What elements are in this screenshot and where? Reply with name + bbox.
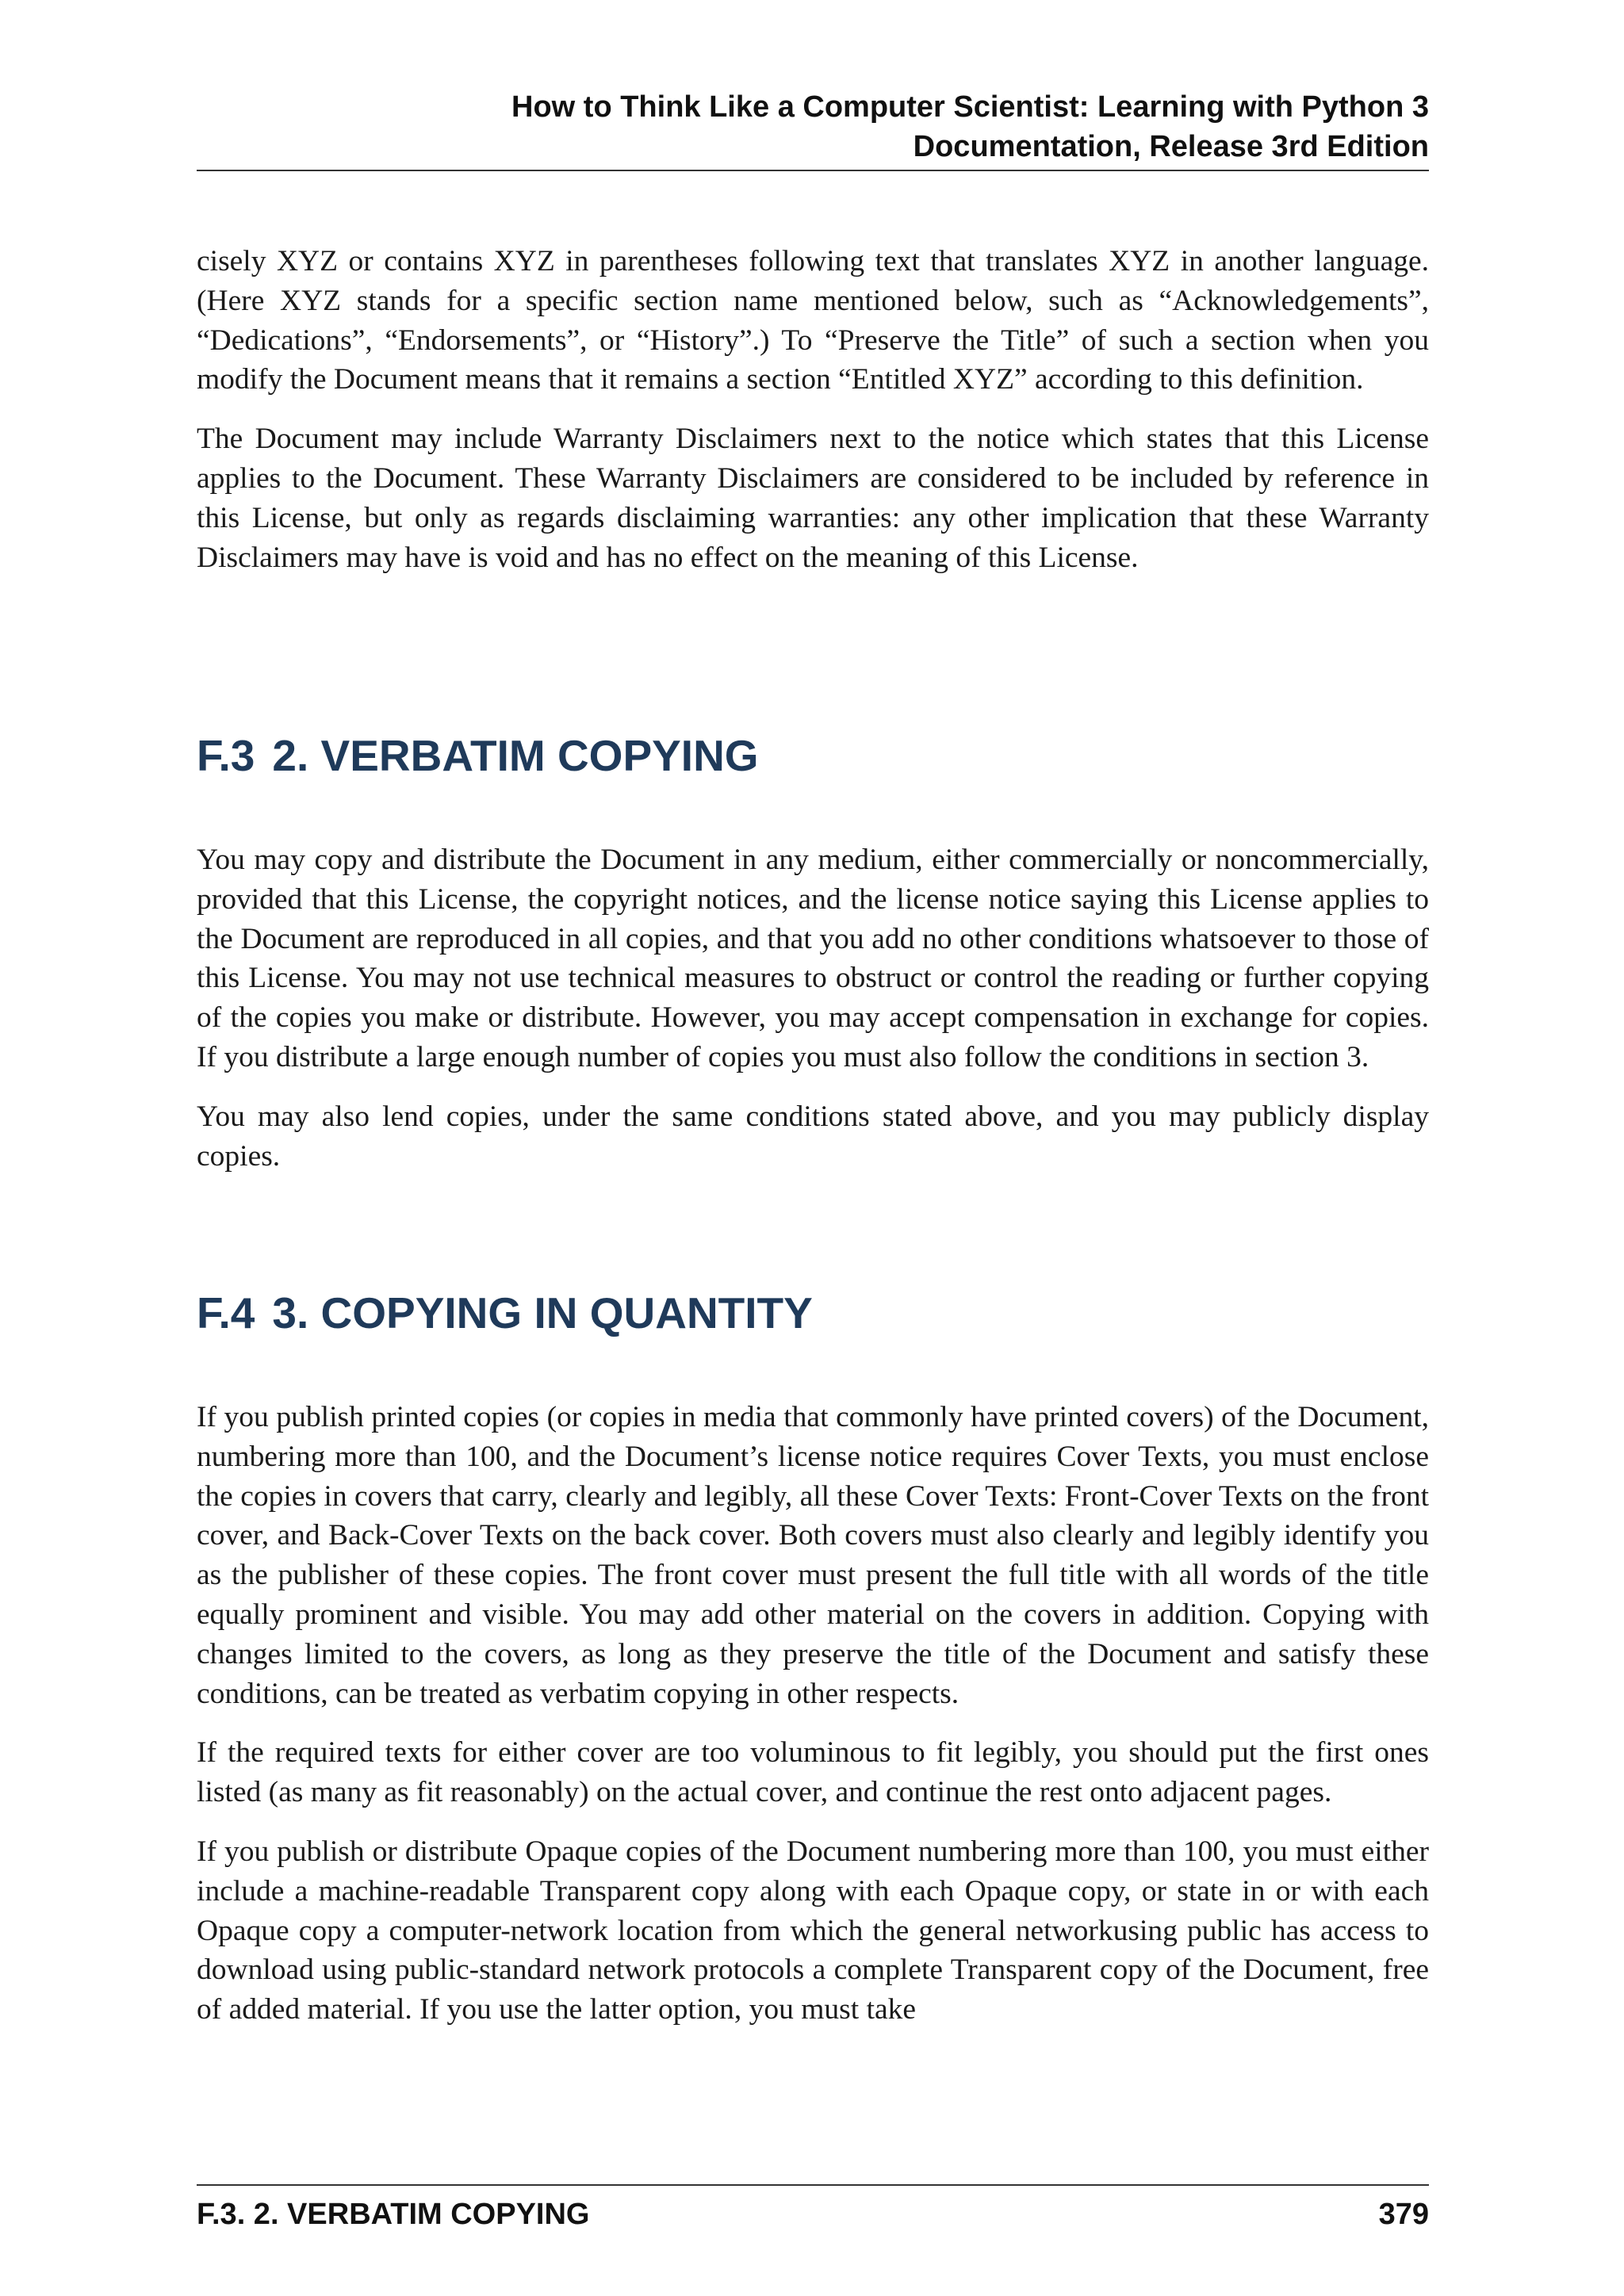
paragraph: If the required texts for either cover are too voluminous to fit legibly, you should put the first ones listed (as many as fit reasonably) on the actual cover, and continue the rest onto adjacent pages. [197, 1736, 1429, 1809]
section-heading-f4 [197, 1287, 1429, 1339]
section-title: 3. COPYING IN QUANTITY [272, 1288, 813, 1337]
section-f3-body [197, 840, 1429, 1196]
header-title-line-1: How to Think Like a Computer Scientist: Learning with Python 3 [511, 90, 1429, 124]
section-heading-f3 [197, 729, 1429, 782]
paragraph: The Document may include Warranty Disclaimers next to the notice which states that this License applies to the Document. These Warranty Disclaimers are considered to be included by reference in this License, but only as regards disclaiming warranties: any other implication that these Warranty Disclaimers may have is void and has no effect on the meaning of this License. [197, 423, 1429, 574]
section-title: 2. VERBATIM COPYING [272, 731, 759, 780]
paragraph: You may copy and distribute the Document in any medium, either commercially or noncommercially, provided that this License, the copyright notices, and the license notice saying this License applies to the Document are reproduced in all copies, and that you add no other conditions whatsoever to those of this License. You may not use technical measures to obstruct or control the reading or further copying of the copies you make or distribute. However, you may accept compensation in exchange for copies. If you distribute a large enough number of copies you must also follow the conditions in section 3. [197, 844, 1429, 1073]
section-number: F.3 [197, 731, 255, 780]
footer-rule [197, 2184, 1429, 2186]
paragraph: You may also lend copies, under the same conditions stated above, and you may publicly display copies. [197, 1100, 1429, 1173]
intro-text-block [197, 242, 1429, 597]
running-footer [197, 2195, 1429, 2234]
paragraph: If you publish printed copies (or copies in media that commonly have printed covers) of the Document, numbering more than 100, and the Document’s license notice requires Cover Texts, you must enclose the copies in covers that carry, clearly and legibly, all these Cover Texts: Front-Cover Texts on the front cover, and Back-Cover Texts on the back cover. Both covers must also clearly and legibly identify you as the publisher of these copies. The front cover must present the full title with all words of the title equally prominent and visible. You may add other material on the covers in addition. Copying with changes limited to the covers, as long as they preserve the title of the Document and satisfy these conditions, can be treated as verbatim copying in other respects. [197, 1401, 1429, 1710]
section-f4-body [197, 1398, 1429, 2049]
header-rule [197, 170, 1429, 171]
section-number: F.4 [197, 1288, 255, 1337]
header-title-line-2: Documentation, Release 3rd Edition [913, 130, 1429, 163]
paragraph: If you publish or distribute Opaque copies of the Document numbering more than 100, you must either include a machine-readable Transparent copy along with each Opaque copy, or state in or with each Opaque copy a computer-network location from which the general networkusing public has access to download using public-standard network protocols a complete Transparent copy of the Document, free of added material. If you use the latter option, you must take [197, 1835, 1429, 2026]
footer-section-label: F.3. 2. VERBATIM COPYING [197, 2198, 590, 2231]
running-header [197, 87, 1429, 166]
paragraph: cisely XYZ or contains XYZ in parentheses following text that translates XYZ in another language. (Here XYZ stands for a specific section name mentioned below, such as “Acknowledgements”, “Dedications”, “Endorsements”, or “History”.) To “Preserve the Title” of such a section when you modify the Document means that it remains a section “Entitled XYZ” according to this definition. [197, 245, 1429, 396]
document-page [197, 0, 1429, 2296]
page-number: 379 [1378, 2198, 1429, 2231]
